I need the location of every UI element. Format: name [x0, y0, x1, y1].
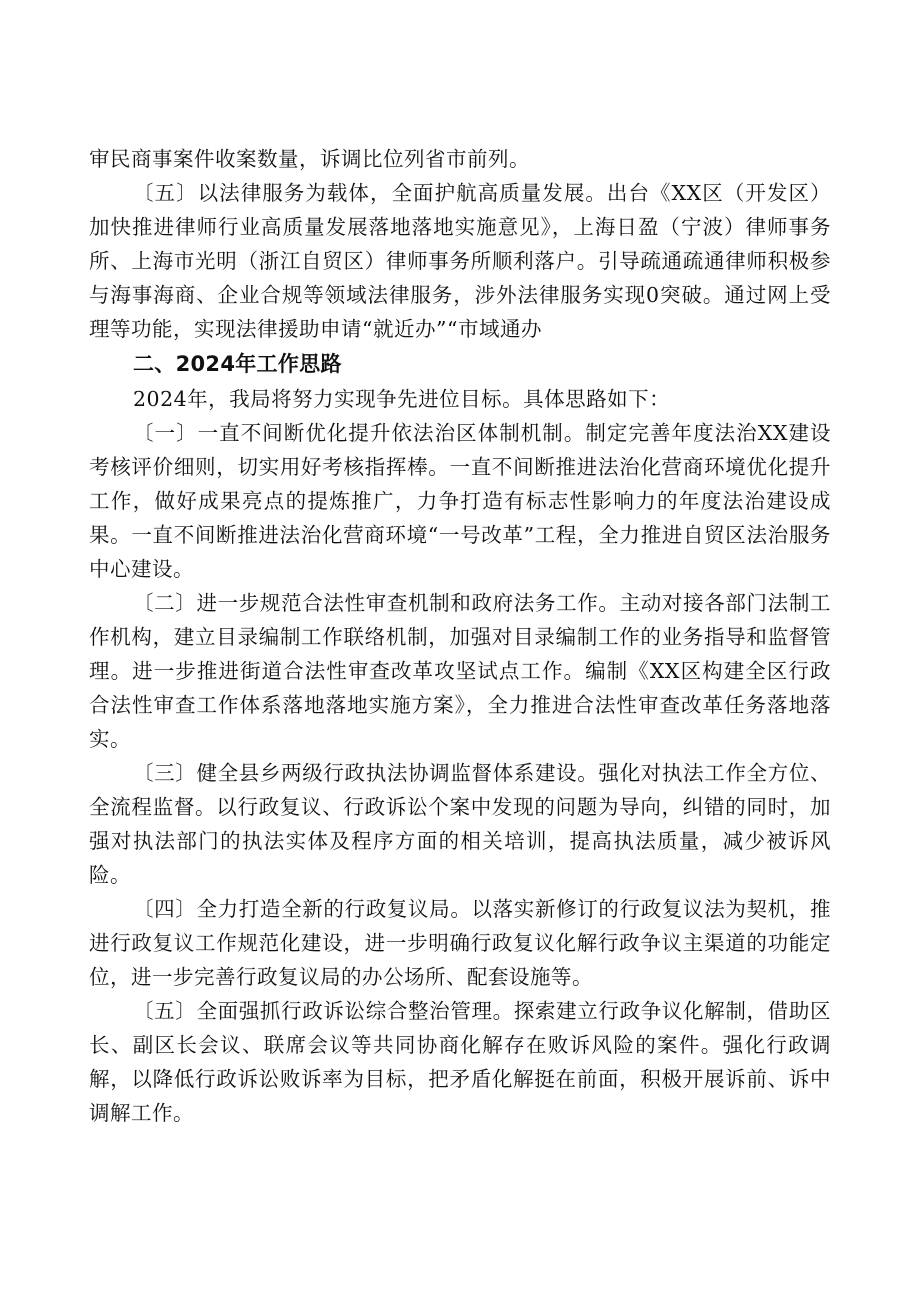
list-item: 〔三〕健全县乡两级行政执法协调监督体系建设。强化对执法工作全方位、全流程监督。以行政复议、行政诉讼个案中发现的问题为导向，纠错的同时，加强对执法部门的执法实体及程序方面的相关培训，提高执法质量，减少被诉风险。 [89, 761, 831, 887]
paragraph-continuation: 审民商事案件收案数量，诉调比位列省市前列。 [89, 147, 530, 171]
section-intro: 2024年，我局将努力实现争先进位目标。具体思路如下： [133, 387, 671, 411]
section-heading: 二、2024年工作思路 [133, 352, 342, 376]
paragraph-legal-services: 〔五〕以法律服务为载体，全面护航高质量发展。出台《XX区（开发区）加快推进律师行业高质量发展落地落地实施意见》，上海日盈（宁波）律师事务所、上海市光明（浙江自贸区）律师事务所顺利落户。引导疏通疏通律师积极参与海事海商、企业合规等领域法律服务，涉外法律服务实现0突破。通过网上受理等功能，实现法律援助申请“就近办”“市域通办 [89, 181, 831, 341]
list-item: 〔四〕全力打造全新的行政复议局。以落实新修订的行政复议法为契机，推进行政复议工作规范化建设，进一步明确行政复议化解行政争议主渠道的功能定位，进一步完善行政复议局的办公场所、配套设施等。 [89, 897, 831, 989]
list-item: 〔五〕全面强抓行政诉讼综合整治管理。探索建立行政争议化解制，借助区长、副区长会议、联席会议等共同协商化解存在败诉风险的案件。强化行政调解，以降低行政诉讼败诉率为目标，把矛盾化解挺在前面，积极开展诉前、诉中调解工作。 [89, 999, 831, 1125]
list-item: 〔二〕进一步规范合法性审查机制和政府法务工作。主动对接各部门法制工作机构，建立目录编制工作联络机制，加强对目录编制工作的业务指导和监督管理。进一步推进街道合法性审查改革攻坚试点工作。编制《XX区构建全区行政合法性审查工作体系落地落地实施方案》，全力推进合法性审查改革任务落地落实。 [89, 591, 831, 751]
document-body [89, 142, 831, 1130]
list-item: 〔一〕一直不间断优化提升依法治区体制机制。制定完善年度法治XX建设考核评价细则，切实用好考核指挥棒。一直不间断推进法治化营商环境优化提升工作，做好成果亮点的提炼推广，力争打造有标志性影响力的年度法治建设成果。一直不间断推进法治化营商环境“一号改革”工程，全力推进自贸区法治服务中心建设。 [89, 421, 831, 581]
